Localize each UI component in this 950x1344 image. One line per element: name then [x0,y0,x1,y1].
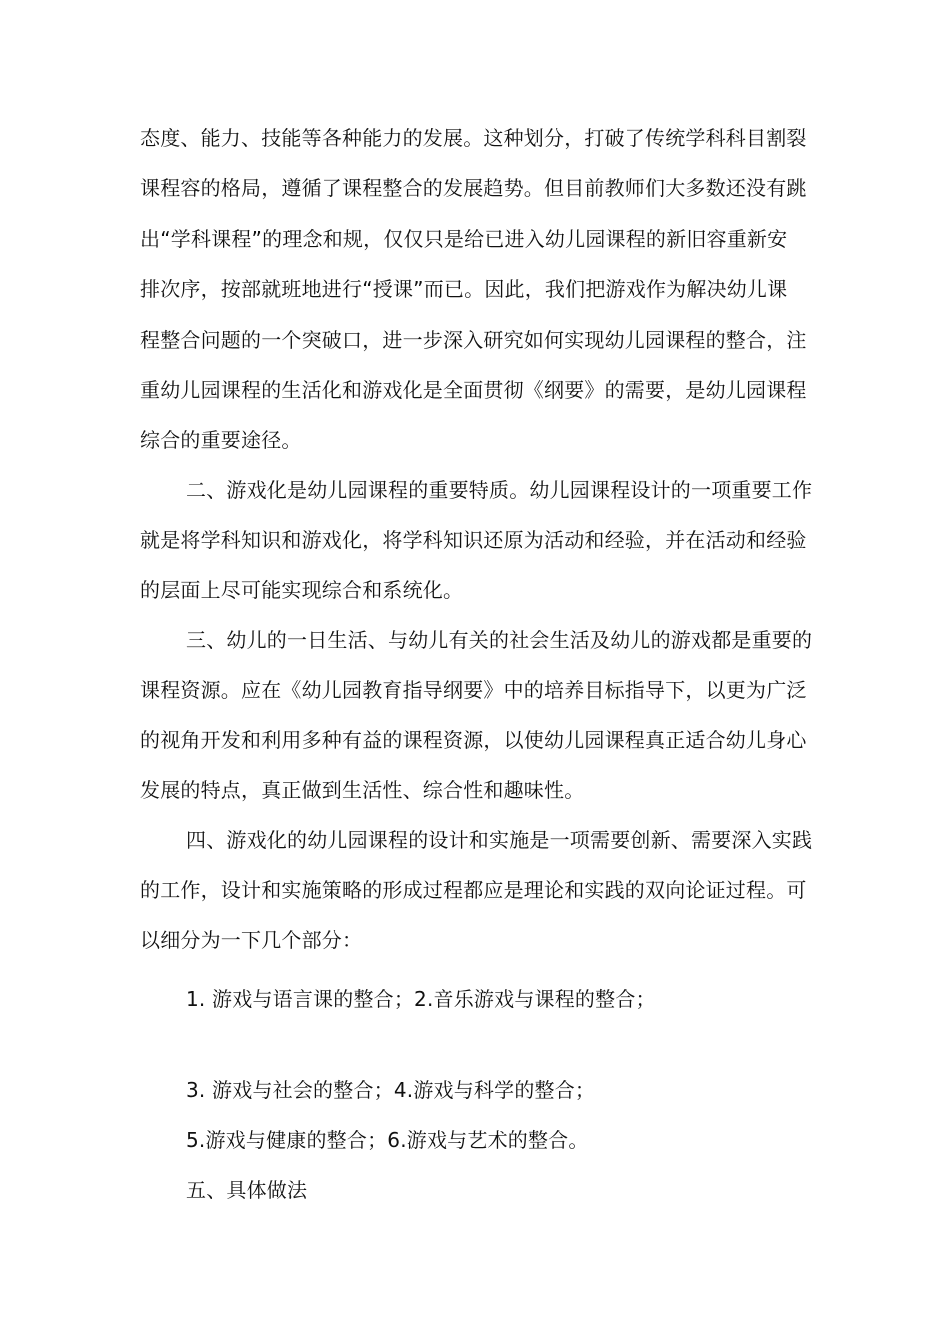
list-item: 1. 游戏与语言课的整合；2.音乐游戏与课程的整合； [186,987,656,1011]
paragraph-line: 课程容的格局，遵循了课程整合的发展趋势。但目前教师们大多数还没有跳 [140,176,807,200]
paragraph-line: 出“学科课程”的理念和规，仅仅只是给已进入幼儿园课程的新旧容重新安 [140,227,788,251]
list-item: 5.游戏与健康的整合；6.游戏与艺术的整合。 [186,1128,589,1152]
paragraph-line: 的层面上尽可能实现综合和系统化。 [140,578,464,602]
paragraph-line: 的工作，设计和实施策略的形成过程都应是理论和实践的双向论证过程。可 [140,878,807,902]
paragraph-line: 发展的特点，真正做到生活性、综合性和趣味性。 [140,778,585,802]
paragraph-line: 的视角开发和利用多种有益的课程资源，以使幼儿园课程真正适合幼儿身心 [140,728,807,752]
section-five-heading: 五、具体做法 [186,1178,308,1202]
paragraph-line: 课程资源。应在《幼儿园教育指导纲要》中的培养目标指导下，以更为广泛 [140,678,807,702]
paragraph-line: 就是将学科知识和游戏化，将学科知识还原为活动和经验，并在活动和经验 [140,528,807,552]
section-two-line: 二、游戏化是幼儿园课程的重要特质。幼儿园课程设计的一项重要工作 [186,478,813,502]
list-item: 3. 游戏与社会的整合；4.游戏与科学的整合； [186,1078,596,1102]
paragraph-line: 重幼儿园课程的生活化和游戏化是全面贯彻《纲要》的需要，是幼儿园课程 [140,378,807,402]
paragraph-line: 态度、能力、技能等各种能力的发展。这种划分，打破了传统学科科目割裂 [140,126,807,150]
paragraph-line: 排次序，按部就班地进行“授课”而已。因此，我们把游戏作为解决幼儿课 [140,277,788,301]
section-three-line: 三、幼儿的一日生活、与幼儿有关的社会生活及幼儿的游戏都是重要的 [186,628,813,652]
paragraph-line: 以细分为一下几个部分： [140,928,363,952]
paragraph-line: 程整合问题的一个突破口，进一步深入研究如何实现幼儿园课程的整合，注 [140,328,807,352]
section-four-line: 四、游戏化的幼儿园课程的设计和实施是一项需要创新、需要深入实践 [186,828,813,852]
paragraph-line: 综合的重要途径。 [140,428,302,452]
